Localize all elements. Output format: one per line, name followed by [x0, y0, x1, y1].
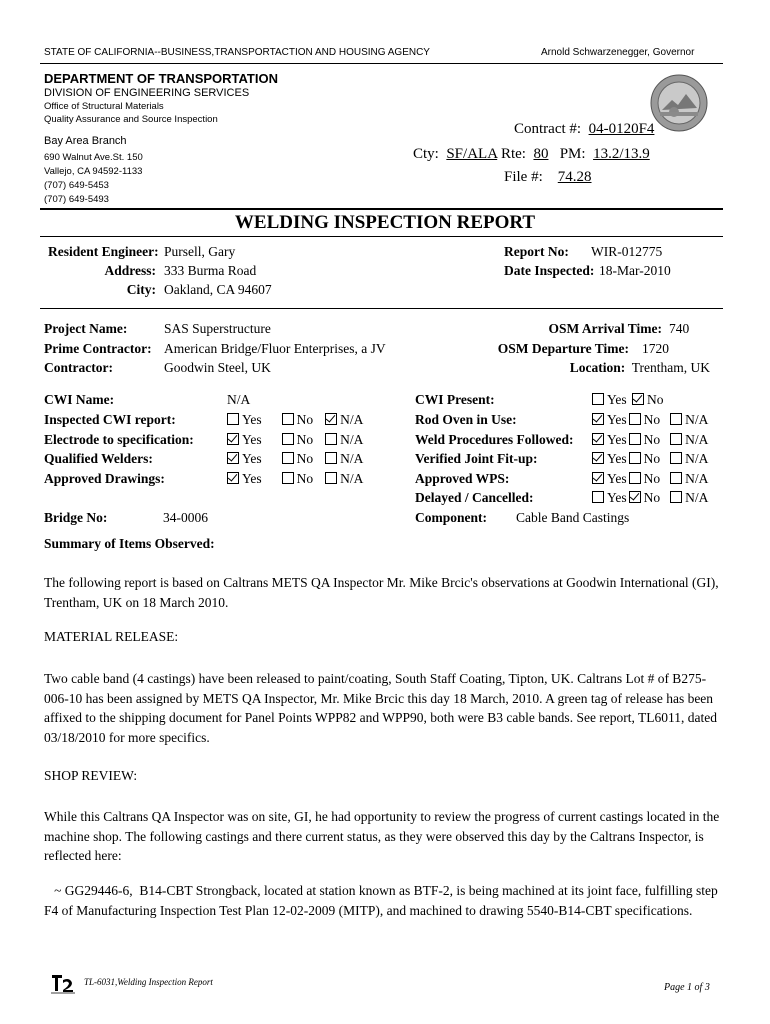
- rte-label: Rte:: [500, 146, 526, 162]
- left-row-options: [227, 432, 375, 448]
- yes-text: Yes: [607, 431, 627, 447]
- body-paragraph-2: Two cable band (4 castings) have been released to paint/coating, South Staff Coating, Tipton, UK. Caltrans Lot # of B275-006-10 has been assigned by METS QA Inspector, Mr. Mike Brcic this day 18 March, 2010. A green tag of release has been affixed to the shipping document for Panel Points WPP82 and WPP90, both were B3 cable bands. See report, TL6011, dated 03/18/2010 for more specifics.: [44, 671, 718, 745]
- address-label: Address:: [104, 263, 156, 278]
- no-checkbox[interactable]: [629, 433, 641, 445]
- yes-checkbox[interactable]: [592, 413, 604, 425]
- na-checkbox[interactable]: [325, 472, 337, 484]
- project-name-label: Project Name:: [44, 321, 128, 336]
- location-row: [570, 360, 710, 376]
- right-row-label: Delayed / Cancelled:: [415, 490, 534, 505]
- prime-contractor-label: Prime Contractor:: [44, 341, 152, 356]
- contract-label: Contract #:: [514, 121, 582, 137]
- arrival-value: 740: [669, 321, 690, 336]
- project-name-value: SAS Superstructure: [164, 321, 271, 336]
- location-label: Location:: [569, 360, 626, 375]
- office-name: Office of Structural Materials: [44, 101, 164, 112]
- no-text: No: [643, 451, 661, 466]
- right-row-label: Rod Oven in Use:: [415, 412, 517, 427]
- no-checkbox[interactable]: [629, 413, 641, 425]
- contract-row: [514, 121, 654, 138]
- na-checkbox[interactable]: [325, 452, 337, 464]
- departure-label: OSM Departure Time:: [497, 341, 629, 356]
- left-row-label: Electrode to specification:: [44, 431, 194, 447]
- file-value: 74.28: [557, 169, 592, 185]
- header-rule: [40, 63, 723, 64]
- left-row-options: [227, 451, 375, 467]
- no-checkbox[interactable]: [629, 491, 641, 503]
- pm-label: PM:: [559, 146, 586, 162]
- na-checkbox[interactable]: [670, 433, 682, 445]
- na-text: N/A: [340, 451, 364, 466]
- page-word: Page: [664, 982, 685, 993]
- cty-value: SF/ALA: [446, 146, 498, 162]
- file-label: File #:: [504, 169, 543, 185]
- right-row-label: Verified Joint Fit-up:: [415, 451, 538, 466]
- material-release-heading: MATERIAL RELEASE:: [44, 629, 179, 644]
- right-row-options: [592, 490, 718, 506]
- right-row-options: [592, 451, 718, 467]
- yes-text: Yes: [607, 490, 627, 505]
- contractor-value: Goodwin Steel, UK: [164, 360, 271, 375]
- branch-street: 690 Walnut Ave.St. 150: [44, 152, 143, 163]
- no-text: No: [296, 412, 314, 427]
- route-row: [413, 146, 678, 163]
- yes-checkbox[interactable]: [592, 433, 604, 445]
- right-row-label: Approved WPS:: [415, 470, 510, 486]
- no-text: No: [647, 392, 664, 407]
- re-value: Pursell, Gary: [164, 244, 236, 259]
- na-checkbox[interactable]: [670, 472, 682, 484]
- na-text: N/A: [685, 490, 709, 505]
- departure-value: 1720: [642, 341, 669, 356]
- cwi-present-no-checkbox[interactable]: [632, 393, 644, 405]
- right-row-label: Weld Procedures Followed:: [415, 431, 574, 447]
- title-rule: [40, 208, 723, 210]
- na-text: N/A: [685, 431, 709, 447]
- report-no-value: WIR-012775: [591, 244, 663, 259]
- agency-line: STATE OF CALIFORNIA--BUSINESS,TRANSPORTACTION AND HOUSING AGENCY: [44, 47, 430, 58]
- no-text: No: [296, 431, 314, 447]
- governor-line: Arnold Schwarzenegger, Governor: [541, 47, 695, 58]
- left-row-options: [227, 412, 375, 428]
- component-label: Component:: [415, 510, 488, 525]
- cwi-present-options: [592, 392, 678, 408]
- na-text: N/A: [340, 470, 364, 486]
- na-checkbox[interactable]: [325, 433, 337, 445]
- bridge-value: 34-0006: [163, 510, 208, 525]
- no-checkbox[interactable]: [282, 472, 294, 484]
- component-value: Cable Band Castings: [516, 510, 630, 525]
- yes-checkbox[interactable]: [592, 472, 604, 484]
- pm-value: 13.2/13.9: [593, 146, 650, 162]
- cwi-name-label: CWI Name:: [44, 392, 115, 407]
- file-row: [504, 169, 598, 186]
- branch-phone-2: (707) 649-5493: [44, 194, 109, 205]
- no-checkbox[interactable]: [629, 452, 641, 464]
- contractor-label: Contractor:: [44, 360, 113, 375]
- branch-city: Vallejo, CA 94592-1133: [44, 166, 143, 177]
- cty-label: Cty:: [413, 146, 439, 162]
- yes-text: Yes: [607, 412, 627, 427]
- arrival-label: OSM Arrival Time:: [548, 321, 662, 336]
- page-num: 1: [687, 982, 693, 993]
- report-title: WELDING INSPECTION REPORT: [234, 212, 536, 233]
- right-row-options: [592, 471, 718, 487]
- yes-checkbox[interactable]: [592, 491, 604, 503]
- no-checkbox[interactable]: [282, 433, 294, 445]
- cwi-name-value: N/A: [227, 392, 251, 407]
- title-rule-bottom: [40, 236, 723, 237]
- division-name: DIVISION OF ENGINEERING SERVICES: [44, 87, 250, 99]
- rte-value: 80: [533, 146, 549, 162]
- na-text: N/A: [340, 412, 364, 427]
- no-text: No: [643, 412, 661, 427]
- yes-checkbox[interactable]: [227, 413, 239, 425]
- state-seal-icon: [650, 74, 708, 132]
- caltrans-logo-icon: [50, 972, 76, 994]
- yes-checkbox[interactable]: [227, 433, 239, 445]
- page-total: 3: [704, 982, 710, 993]
- date-value: 18-Mar-2010: [599, 263, 671, 278]
- na-checkbox[interactable]: [325, 413, 337, 425]
- na-text: N/A: [340, 431, 364, 447]
- yes-checkbox[interactable]: [227, 452, 239, 464]
- na-checkbox[interactable]: [670, 491, 682, 503]
- bridge-label: Bridge No:: [44, 510, 108, 525]
- of-word: of: [694, 982, 703, 993]
- yes-text: Yes: [242, 451, 262, 466]
- cwi-present-yes-checkbox[interactable]: [592, 393, 604, 405]
- date-label: Date Inspected:: [504, 263, 595, 278]
- cwi-present-label: CWI Present:: [415, 392, 495, 407]
- city-value: Oakland, CA 94607: [164, 282, 272, 297]
- yes-checkbox[interactable]: [592, 452, 604, 464]
- na-checkbox[interactable]: [670, 413, 682, 425]
- shop-review-heading: SHOP REVIEW:: [44, 768, 138, 783]
- re-label: Resident Engineer:: [48, 244, 159, 259]
- yes-text: Yes: [607, 470, 627, 486]
- no-checkbox[interactable]: [282, 413, 294, 425]
- right-row-options: [592, 432, 718, 448]
- branch-name: Bay Area Branch: [44, 135, 127, 147]
- no-checkbox[interactable]: [629, 472, 641, 484]
- left-row-label: Inspected CWI report:: [44, 412, 176, 427]
- left-row-label: Approved Drawings:: [44, 470, 165, 486]
- no-text: No: [296, 470, 314, 486]
- na-text: N/A: [685, 412, 709, 427]
- no-text: No: [643, 470, 661, 486]
- location-value: Trentham, UK: [631, 360, 710, 375]
- body-paragraph-1: The following report is based on Caltrans METS QA Inspector Mr. Mike Brcic's observations at Goodwin International (GI), Trentham, UK on 18 March 2010.: [44, 575, 719, 610]
- engineer-rule: [40, 308, 723, 309]
- city-label: City:: [126, 282, 156, 297]
- no-text: No: [296, 451, 314, 466]
- page-number: [664, 982, 710, 993]
- right-row-options: [592, 412, 718, 428]
- na-text: N/A: [685, 470, 709, 486]
- left-row-options: [227, 471, 375, 487]
- no-text: No: [643, 490, 661, 505]
- branch-phone-1: (707) 649-5453: [44, 180, 109, 191]
- department-name: DEPARTMENT OF TRANSPORTATION: [44, 71, 278, 86]
- no-checkbox[interactable]: [282, 452, 294, 464]
- prime-contractor-value: American Bridge/Fluor Enterprises, a JV: [164, 341, 386, 356]
- yes-text: Yes: [242, 431, 262, 447]
- na-checkbox[interactable]: [670, 452, 682, 464]
- left-row-label: Qualified Welders:: [44, 451, 153, 466]
- yes-text: Yes: [607, 392, 627, 407]
- footer-form-name: TL-6031,Welding Inspection Report: [84, 977, 213, 987]
- summary-label: Summary of Items Observed:: [44, 536, 215, 551]
- yes-checkbox[interactable]: [227, 472, 239, 484]
- yes-text: Yes: [607, 451, 627, 466]
- address-value: 333 Burma Road: [164, 263, 257, 278]
- yes-text: Yes: [242, 412, 262, 427]
- no-text: No: [643, 431, 661, 447]
- qa-name: Quality Assurance and Source Inspection: [44, 114, 218, 125]
- contract-value: 04-0120F4: [588, 121, 655, 137]
- yes-text: Yes: [242, 470, 262, 486]
- body-paragraph-3: While this Caltrans QA Inspector was on site, GI, he had opportunity to review the progress of current castings located in the machine shop. The following castings and there current status, as they were observed this day by the Caltrans Inspector, is reflected here:: [44, 809, 720, 863]
- body-paragraph-4: ~ GG29446-6, B14-CBT Strongback, located at station known as BTF-2, is being machined at its joint face, fulfilling step F4 of Manufacturing Inspection Test Plan 12-02-2009 (MITP), and machined to drawing 5540-B14-CBT specifications.: [44, 883, 722, 918]
- report-no-label: Report No:: [504, 244, 569, 259]
- na-text: N/A: [685, 451, 709, 466]
